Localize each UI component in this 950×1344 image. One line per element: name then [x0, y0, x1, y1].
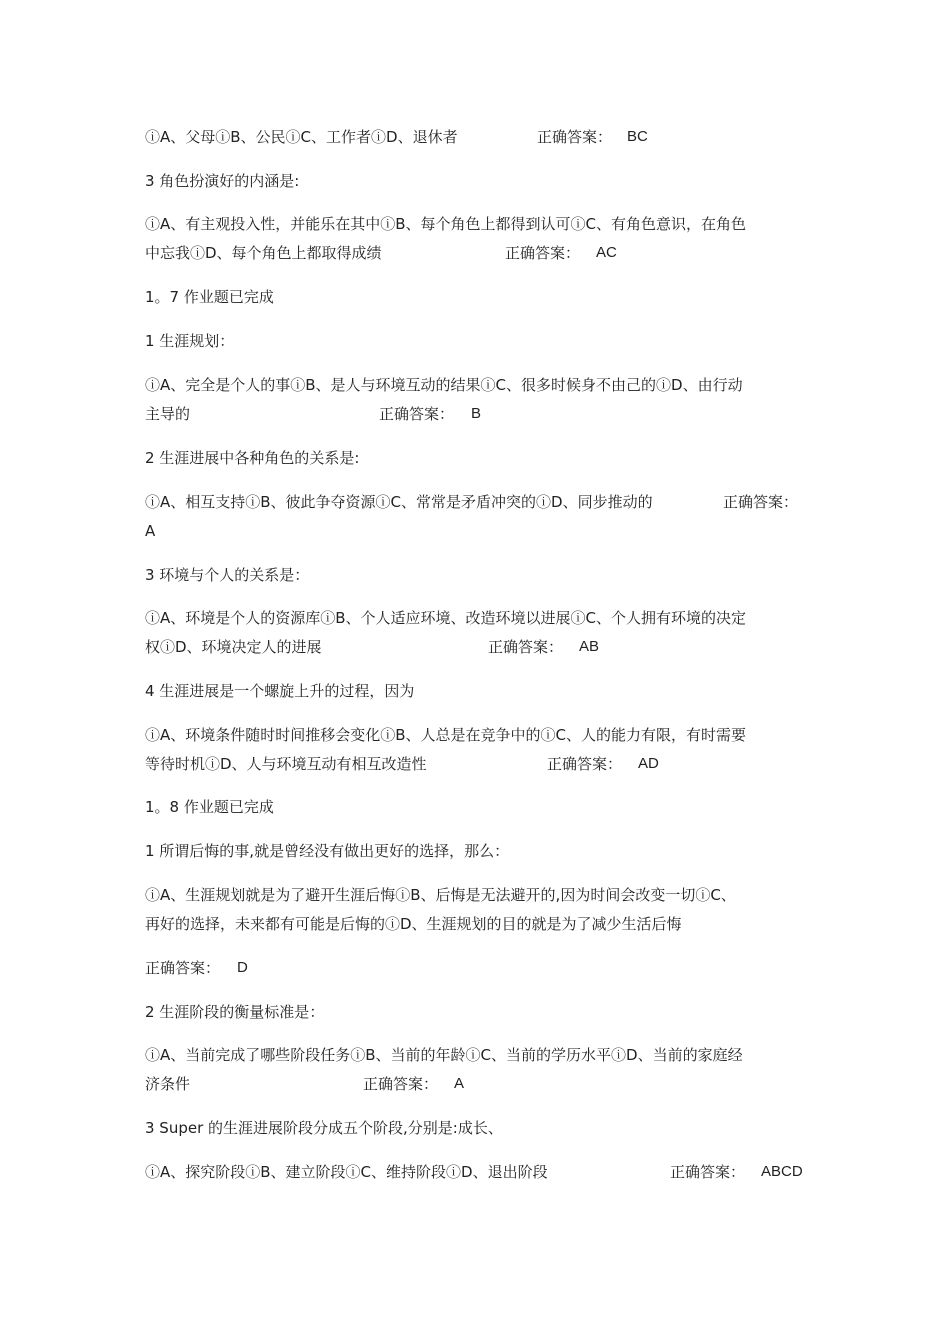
- answer-value: AB: [579, 638, 600, 655]
- options-line: [145, 1162, 810, 1182]
- answer-label: 正确答案：: [547, 755, 623, 773]
- answer-label: 正确答案：: [670, 1163, 746, 1181]
- answer-value: A: [145, 522, 156, 540]
- question-text: 4 生涯进展是一个螺旋上升的过程，因为: [145, 682, 415, 700]
- answer-label: 正确答案：: [505, 244, 581, 262]
- options-line: [145, 754, 810, 774]
- options-line: ⓘA、环境是个人的资源库ⓘB、个人适应环境、改造环境以进展ⓘC、个人拥有环境的决定: [145, 609, 747, 627]
- answer-value: A: [454, 1075, 465, 1092]
- question-text: 2 生涯进展中各种角色的关系是:: [145, 449, 360, 467]
- options-text: 主导的: [145, 405, 191, 423]
- options-line: [145, 243, 810, 263]
- answer-value: AC: [596, 244, 617, 261]
- options-line: 再好的选择，未来都有可能是后悔的ⓘD、生涯规划的目的就是为了减少生活后悔: [145, 915, 682, 933]
- answer-label: 正确答案：: [145, 959, 221, 977]
- answer-label: 正确答案：: [723, 493, 799, 511]
- options-line: [145, 492, 810, 512]
- answer-label: 正确答案：: [363, 1075, 439, 1093]
- answer-label: 正确答案：: [537, 128, 613, 146]
- options-line: ⓘA、生涯规划就是为了避开生涯后悔ⓘB、后悔是无法避开的,因为时间会改变一切ⓘC、: [145, 886, 736, 904]
- question-text: 3 角色扮演好的内涵是:: [145, 172, 300, 190]
- options-line: [145, 404, 810, 424]
- question-text: 3 Super 的生涯进展阶段分成五个阶段,分别是:成长、: [145, 1119, 503, 1137]
- options-line: [145, 1074, 810, 1094]
- section-heading: 1。8 作业题已完成: [145, 798, 274, 816]
- answer-label: 正确答案：: [488, 638, 564, 656]
- answer-label: 正确答案：: [379, 405, 455, 423]
- options-text: 中忘我ⓘD、每个角色上都取得成绩: [145, 244, 382, 262]
- options-text: 济条件: [145, 1075, 191, 1093]
- section-heading: 1。7 作业题已完成: [145, 288, 274, 306]
- answer-value: ABCD: [761, 1163, 803, 1180]
- options-line: [145, 637, 810, 657]
- answer-value: D: [237, 959, 248, 976]
- question-text: 1 生涯规划：: [145, 332, 235, 350]
- options-text: 权ⓘD、环境决定人的进展: [145, 638, 322, 656]
- options-line: ⓘA、环境条件随时时间推移会变化ⓘB、人总是在竞争中的ⓘC、人的能力有限，有时需要: [145, 726, 747, 744]
- options-line: ⓘA、有主观投入性，并能乐在其中ⓘB、每个角色上都得到认可ⓘC、有角色意识，在角色: [145, 215, 747, 233]
- question-text: 1 所谓后悔的事,就是曾经没有做出更好的选择，那么：: [145, 842, 510, 860]
- question-text: 3 环境与个人的关系是：: [145, 566, 310, 584]
- answer-value: AD: [638, 755, 659, 772]
- options-text: ⓘA、相互支持ⓘB、彼此争夺资源ⓘC、常常是矛盾冲突的ⓘD、同步推动的: [145, 493, 653, 511]
- options-text: ⓘA、父母ⓘB、公民ⓘC、工作者ⓘD、退休者: [145, 128, 458, 146]
- question-text: 2 生涯阶段的衡量标准是：: [145, 1003, 325, 1021]
- answer-value: BC: [627, 128, 648, 145]
- options-text: ⓘA、探究阶段ⓘB、建立阶段ⓘC、维持阶段ⓘD、退出阶段: [145, 1163, 548, 1181]
- options-line: ⓘA、完全是个人的事ⓘB、是人与环境互动的结果ⓘC、很多时候身不由己的ⓘD、由行动: [145, 376, 743, 394]
- options-line: ⓘA、当前完成了哪些阶段任务ⓘB、当前的年龄ⓘC、当前的学历水平ⓘD、当前的家庭经: [145, 1046, 743, 1064]
- answer-value: B: [471, 405, 482, 422]
- options-text: 等待时机ⓘD、人与环境互动有相互改造性: [145, 755, 427, 773]
- answer-line: [145, 958, 810, 978]
- options-line: [145, 127, 810, 147]
